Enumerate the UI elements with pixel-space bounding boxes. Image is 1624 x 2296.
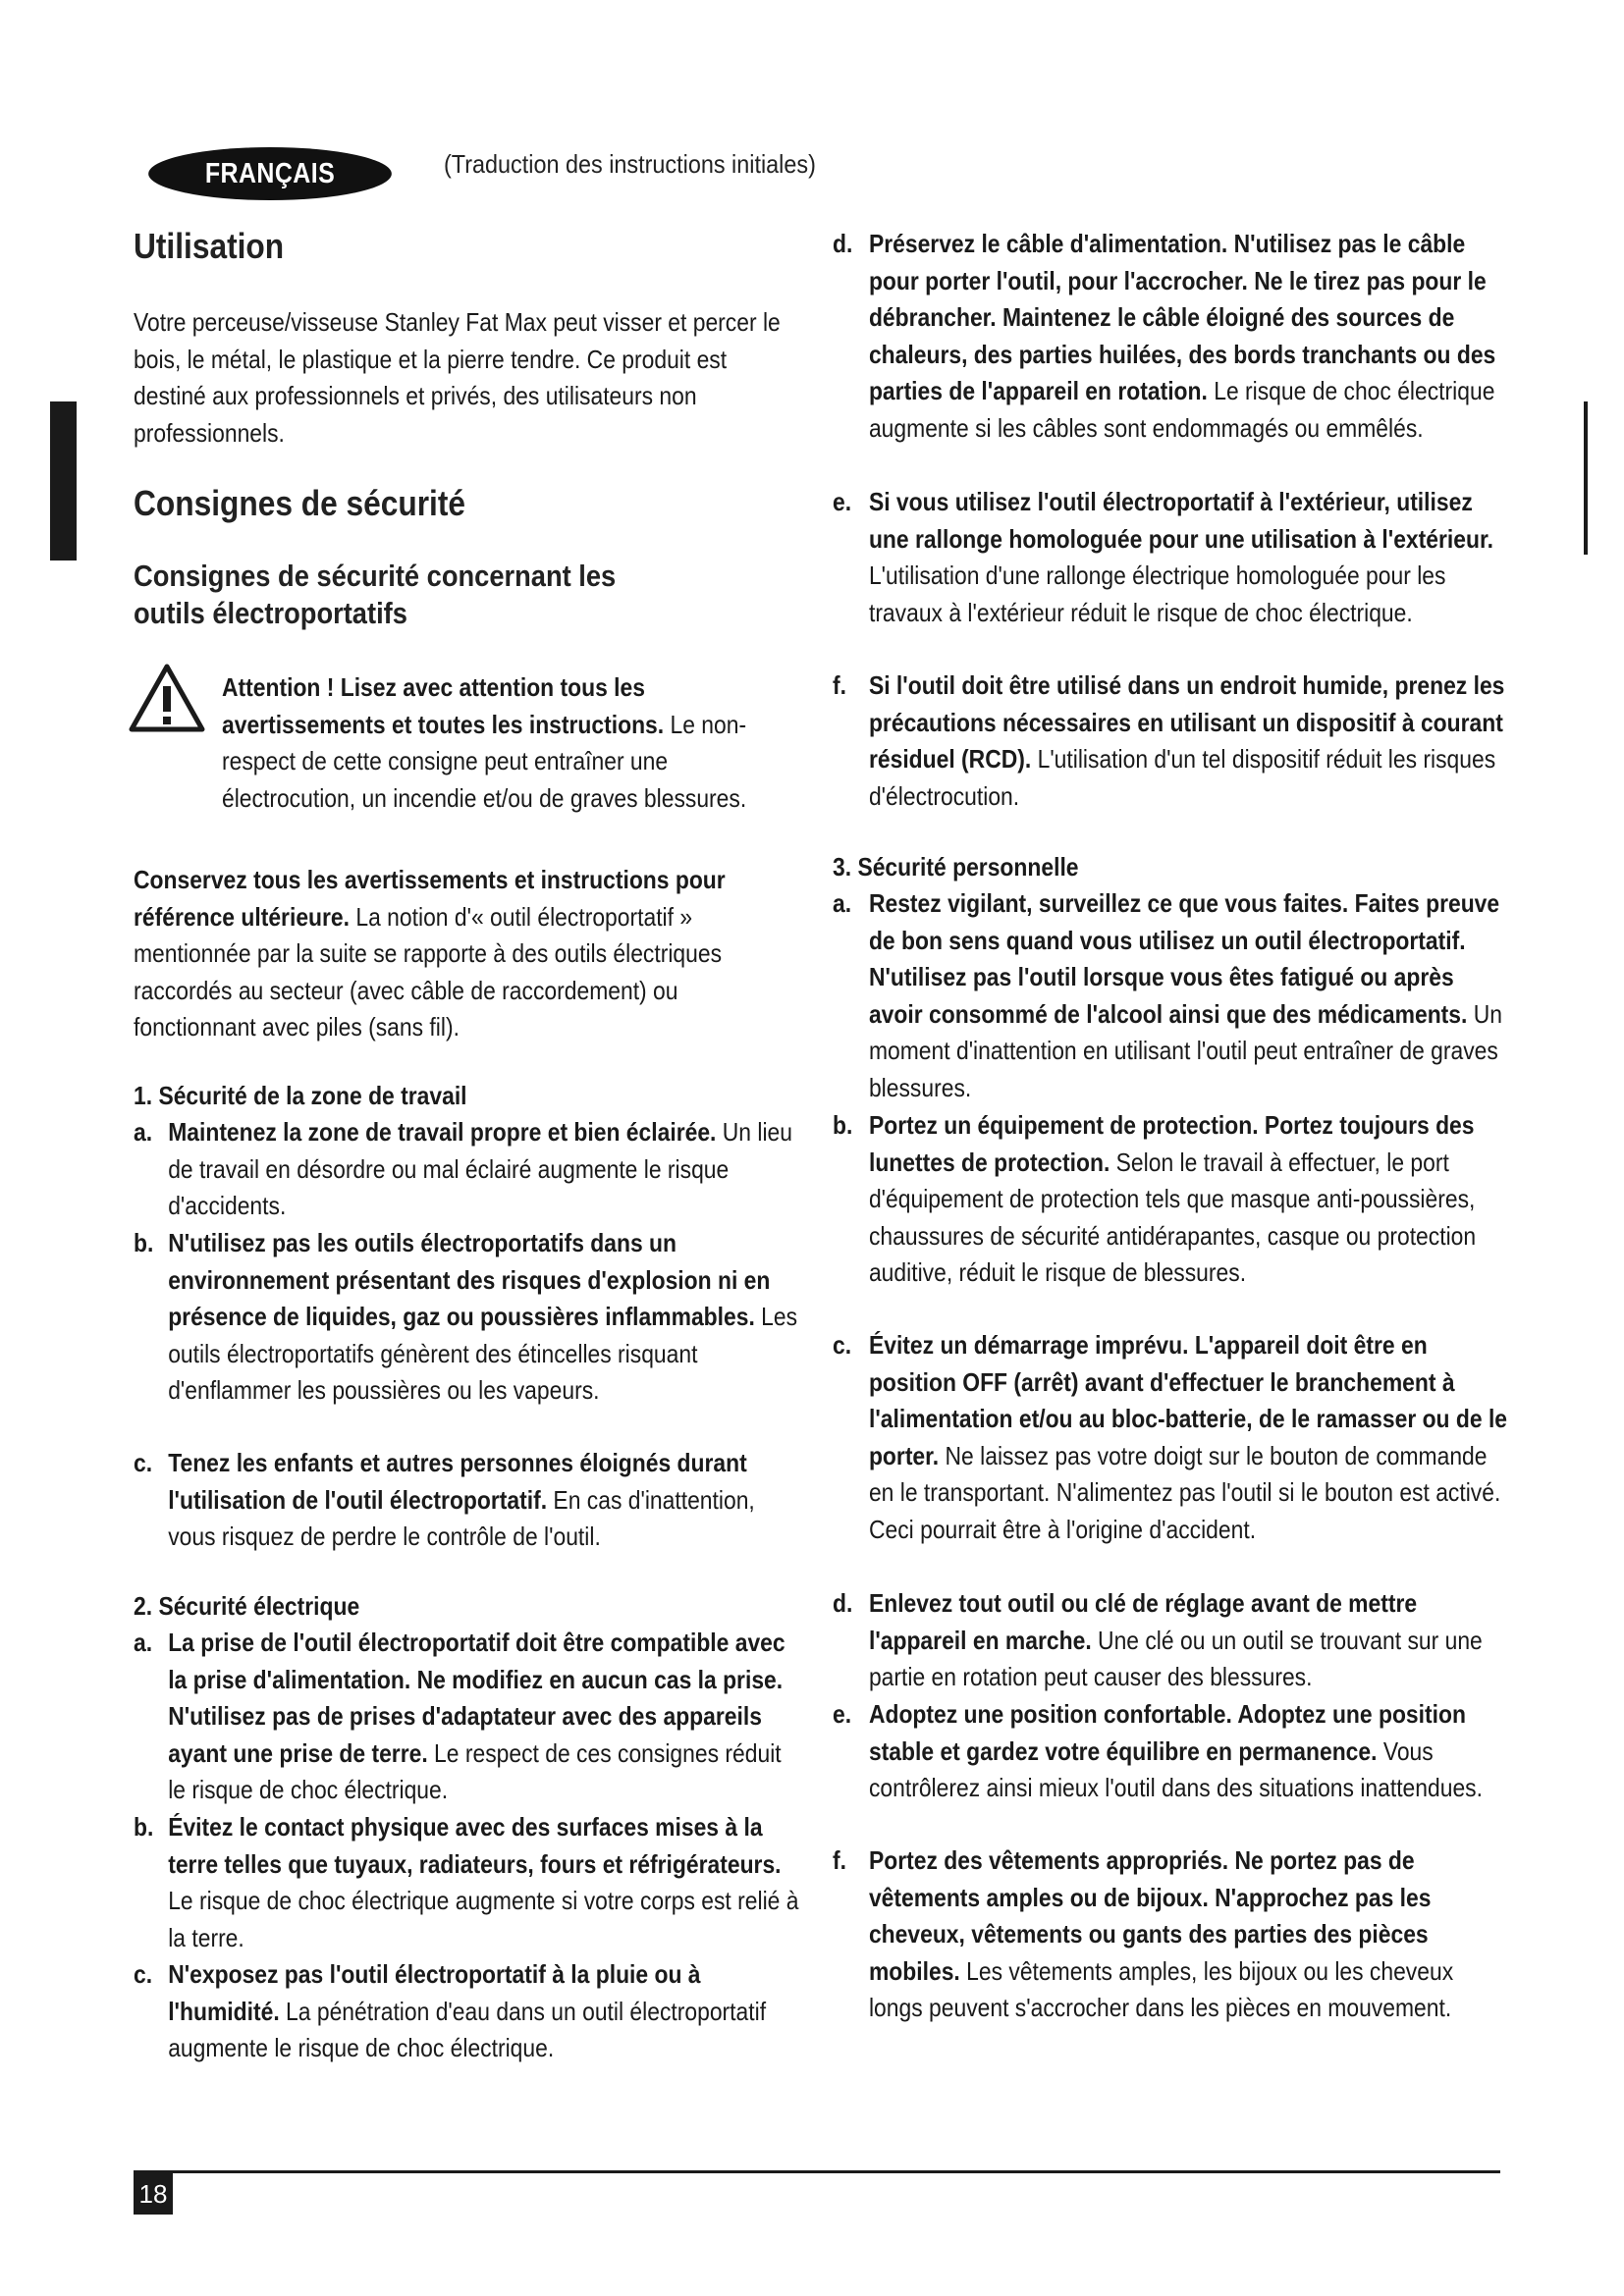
list-item — [833, 667, 1510, 815]
list-item — [833, 1107, 1510, 1292]
page-number-label: 18 — [138, 2178, 168, 2209]
list-item — [134, 1625, 801, 1809]
list-item — [833, 1327, 1510, 1548]
item-bold: Portez un équipement de protection. Portez toujours des lunettes de protection. — [868, 1110, 1475, 1177]
keep-text: La notion d'« outil électroportatif » mentionnée par la suite se rapporte à des outils électriques raccordés au secteur (avec câble de raccordement) ou fonctionnant avec piles (sans fil). — [134, 901, 723, 1041]
language-label: FRANÇAIS — [204, 157, 336, 189]
item-marker: b. — [134, 1812, 154, 1842]
section-2-heading — [134, 1588, 801, 1626]
item-marker: b. — [833, 1110, 853, 1140]
item-bold: Si l'outil doit être utilisé dans un endroit humide, prenez les précautions nécessaires en utilisant un dispositif à courant résiduel (RCD). — [868, 670, 1505, 774]
section-2-number: 2. — [134, 1591, 153, 1621]
list-item — [134, 1114, 801, 1225]
warning-paragraph — [222, 669, 801, 817]
list-item — [833, 484, 1510, 631]
item-bold: Adoptez une position confortable. Adoptez une position stable et gardez votre équilibre en permanence. — [868, 1699, 1466, 1766]
item-text: Vous contrôlerez ainsi mieux l'outil dans des situations inattendues. — [868, 1735, 1483, 1802]
keep-instructions — [134, 862, 801, 1046]
item-marker: e. — [833, 1699, 852, 1729]
item-marker: a. — [134, 1628, 153, 1657]
list-item — [833, 885, 1510, 1106]
item-text: L'utilisation d'un tel dispositif réduit les risques d'électrocution. — [868, 744, 1496, 811]
item-bold: Évitez le contact physique avec des surfaces mises à la terre telles que tuyaux, radiateurs, fours et réfrigérateurs. — [168, 1812, 782, 1879]
item-marker: e. — [833, 487, 852, 516]
list-item — [833, 1842, 1510, 2027]
section-2-title: Sécurité électrique — [158, 1591, 360, 1621]
item-text: Un moment d'inattention en utilisant l'outil peut entraîner de graves blessures. — [868, 998, 1502, 1102]
item-bold: La prise de l'outil électroportatif doit être compatible avec la prise d'alimentation. Ne modifiez en aucun cas la prise. N'utilisez pas de prises d'adaptateur avec des appareils ayant une prise de terre. — [168, 1628, 785, 1768]
usage-title: Utilisation — [134, 226, 285, 266]
list-item — [134, 1809, 801, 1956]
list-item — [134, 1956, 801, 2067]
list-item — [134, 1225, 801, 1410]
item-text: Les outils électroportatifs génèrent des étincelles risquant d'enflammer les poussières ou les vapeurs. — [168, 1302, 798, 1405]
item-bold: Si vous utilisez l'outil électroportatif à l'extérieur, utilisez une rallonge homologuée pour une utilisation à l'extérieur. — [868, 487, 1493, 554]
list-item — [833, 1585, 1510, 1696]
item-bold: Préservez le câble d'alimentation. N'utilisez pas le câble pour porter l'outil, pour l'accrocher. Ne le tirez pas pour le débrancher. Maintenez le câble éloigné des sources de chaleurs, des parties huilées, des bords tranchants ou des parties de l'appareil en rotation. — [868, 229, 1496, 405]
item-text: Le respect de ces consignes réduit le risque de choc électrique. — [168, 1737, 782, 1804]
item-text: La pénétration d'eau dans un outil électroportatif augmente le risque de choc électrique. — [168, 1996, 767, 2062]
warning-text: Le non-respect de cette consigne peut entraîner une électrocution, un incendie et/ou de graves blessures. — [222, 709, 747, 813]
item-text: L'utilisation d'une rallonge électrique homologuée pour les travaux à l'extérieur réduit le risque de choc électrique. — [868, 561, 1446, 627]
item-bold: Enlevez tout outil ou clé de réglage avant de mettre l'appareil en marche. — [868, 1588, 1418, 1655]
item-text: Une clé ou un outil se trouvant sur une partie en rotation peut causer des blessures. — [868, 1625, 1483, 1691]
item-bold: N'utilisez pas les outils électroportatifs dans un environnement présentant des risques d'explosion ni en présence de liquides, gaz ou poussières inflammables. — [168, 1228, 771, 1331]
list-item — [833, 1696, 1510, 1807]
item-text: Le risque de choc électrique augmente si les câbles sont endommagés ou emmêlés. — [868, 376, 1495, 443]
list-item — [134, 1445, 801, 1556]
translation-note: (Traduction des instructions initiales) — [444, 149, 816, 179]
warning-triangle-icon — [128, 663, 206, 733]
item-bold: N'exposez pas l'outil électroportatif à la pluie ou à l'humidité. — [168, 1959, 701, 2026]
item-text: Ne laissez pas votre doigt sur le bouton de commande en le transportant. N'alimentez pas l'outil si le bouton est activé. Ceci pourrait être à l'origine d'accident. — [868, 1440, 1501, 1544]
item-marker: c. — [134, 1959, 153, 1989]
language-badge — [148, 147, 392, 200]
item-text: Selon le travail à effectuer, le port d'équipement de protection tels que masque anti-poussières, chaussures de sécurité antidérapantes, casque ou protection auditive, réduit le risque de blessures. — [868, 1147, 1477, 1287]
item-marker: c. — [134, 1448, 153, 1477]
item-marker: f. — [833, 670, 846, 700]
usage-body: Votre perceuse/visseuse Stanley Fat Max peut visser et percer le bois, le métal, le plastique et la pierre tendre. Ce produit est destiné aux professionnels et privés, des utilisateurs non professionnels. — [134, 307, 781, 448]
item-marker: f. — [833, 1845, 846, 1875]
page-number — [134, 2173, 173, 2215]
list-item — [833, 226, 1510, 447]
item-bold: Tenez les enfants et autres personnes éloignés durant l'utilisation de l'outil électroportatif. — [168, 1448, 747, 1515]
safety-subtitle: Consignes de sécurité concernant les outils électroportatifs — [134, 559, 617, 630]
item-bold: Évitez un démarrage imprévu. L'appareil doit être en position OFF (arrêt) avant d'effectuer le branchement à l'alimentation et/ou au bloc-batterie, de le ramasser ou de le porter. — [868, 1330, 1508, 1470]
safety-title: Consignes de sécurité — [134, 483, 466, 523]
item-bold: Maintenez la zone de travail propre et bien éclairée. — [168, 1117, 717, 1147]
section-3-heading — [833, 849, 1510, 886]
section-1-heading — [134, 1078, 801, 1115]
item-marker: d. — [833, 229, 853, 258]
item-marker: c. — [833, 1330, 852, 1360]
section-3-number: 3. — [833, 852, 852, 881]
item-bold: Portez des vêtements appropriés. Ne portez pas de vêtements amples ou de bijoux. N'approchez pas les cheveux, vêtements ou gants des parties des pièces mobiles. — [868, 1845, 1432, 1986]
item-text: En cas d'inattention, vous risquez de perdre le contrôle de l'outil. — [168, 1484, 755, 1551]
warning-bold: Attention ! Lisez avec attention tous les avertissements et toutes les instructions. — [222, 672, 665, 739]
item-marker: d. — [833, 1588, 853, 1618]
item-marker: a. — [134, 1117, 153, 1147]
section-tab-marker — [50, 401, 77, 561]
item-text: Un lieu de travail en désordre ou mal éclairé augmente le risque d'accidents. — [168, 1117, 792, 1220]
margin-bar — [1584, 401, 1588, 555]
item-marker: a. — [833, 888, 852, 918]
warning-block — [222, 669, 880, 817]
footer-divider — [134, 2170, 1500, 2173]
item-bold: Restez vigilant, surveillez ce que vous faites. Faites preuve de bon sens quand vous utilisez un outil électroportatif. N'utilisez pas l'outil lorsque vous êtes fatigué ou après avoir consommé de l'alcool ainsi que des médicaments. — [868, 888, 1500, 1029]
section-1-number: 1. — [134, 1081, 153, 1110]
item-text: Le risque de choc électrique augmente si votre corps est relié à la terre. — [168, 1886, 799, 1952]
keep-bold: Conservez tous les avertissements et instructions pour référence ultérieure. — [134, 865, 726, 932]
item-text: Les vêtements amples, les bijoux ou les cheveux longs peuvent s'accrocher dans les pièces en mouvement. — [868, 1955, 1454, 2022]
section-3-title: Sécurité personnelle — [857, 852, 1079, 881]
section-1-title: Sécurité de la zone de travail — [158, 1081, 467, 1110]
item-marker: b. — [134, 1228, 154, 1257]
